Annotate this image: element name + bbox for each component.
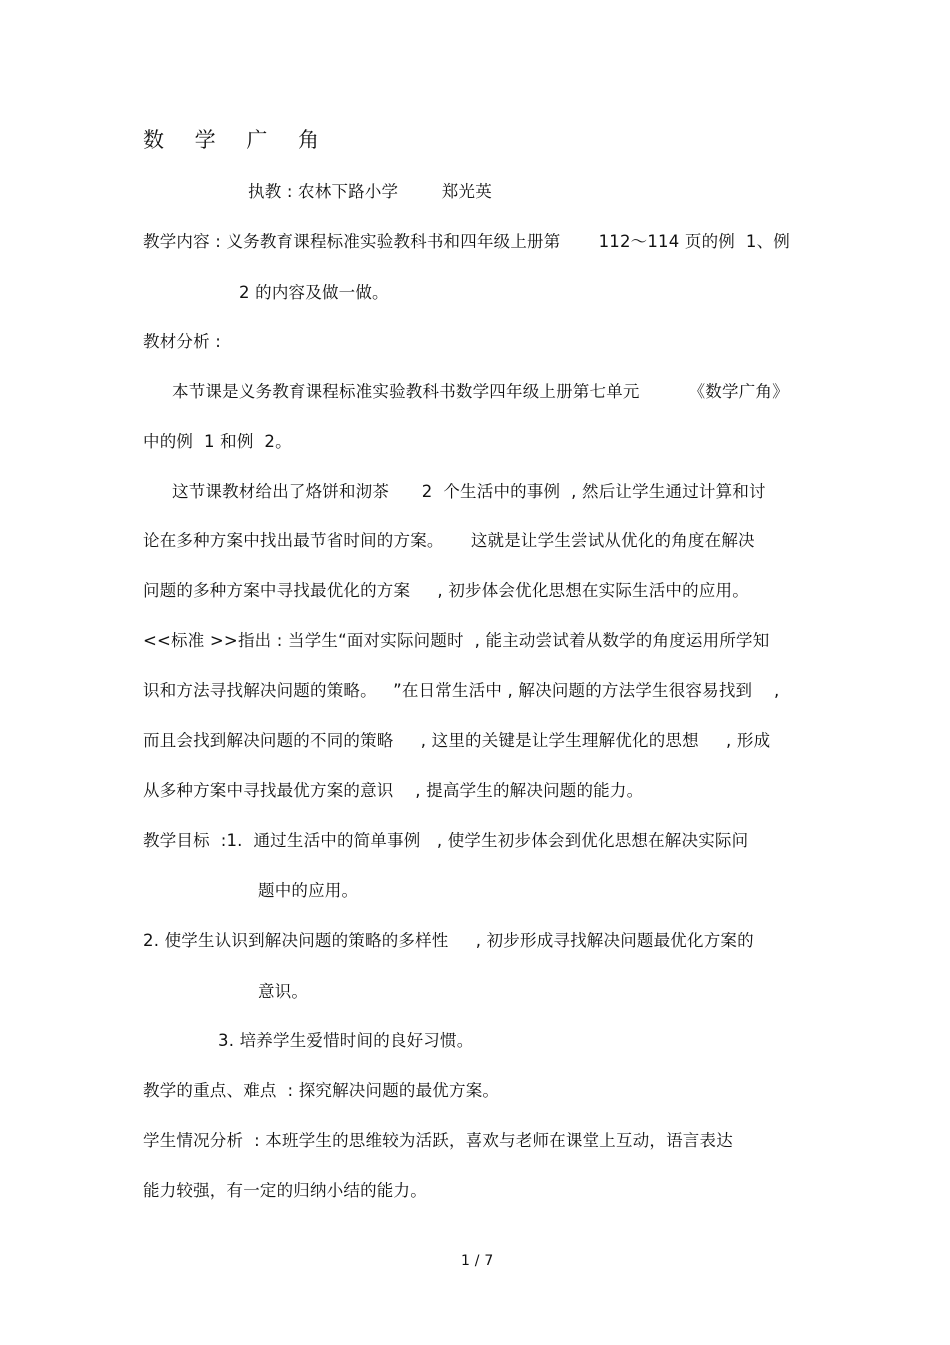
goals-line-1: 教学目标 :1. 通过生活中的简单事例 , 使学生初步体会到优化思想在解决实际问 bbox=[143, 831, 749, 850]
students-line-2: 能力较强，有一定的归纳小结的能力。 bbox=[143, 1181, 427, 1200]
author-line: 执教 : 农林下路小学 郑光英 bbox=[248, 182, 492, 201]
goals-line-5: 3. 培养学生爱惜时间的良好习惯。 bbox=[218, 1031, 474, 1050]
material-line-9: 从多种方案中寻找最优方案的意识 , 提高学生的解决问题的能力。 bbox=[143, 781, 644, 800]
material-line-1: 本节课是义务教育课程标准实验教科书数学四年级上册第七单元 《数学广角》 bbox=[172, 382, 789, 401]
section-heading-material: 教材分析 : bbox=[143, 332, 222, 351]
material-line-7: 识和方法寻找解决问题的策略。 ”在日常生活中 , 解决问题的方法学生很容易找到 , bbox=[143, 681, 780, 700]
content-line-1: 教学内容 : 义务教育课程标准实验教科书和四年级上册第 112～114 页的例 1、例 bbox=[143, 232, 790, 251]
material-line-5: 问题的多种方案中寻找最优化的方案 , 初步体会优化思想在实际生活中的应用。 bbox=[143, 581, 749, 600]
goals-line-3: 2. 使学生认识到解决问题的策略的多样性 , 初步形成寻找解决问题最优化方案的 bbox=[143, 931, 754, 950]
material-line-2: 中的例 1 和例 2。 bbox=[143, 432, 292, 451]
material-line-3: 这节课教材给出了烙饼和沏茶 2 个生活中的事例 , 然后让学生通过计算和讨 bbox=[172, 482, 766, 501]
goals-line-4: 意识。 bbox=[258, 982, 309, 1001]
document-title: 数 学 广 角 bbox=[143, 128, 332, 152]
students-line-1: 学生情况分析 : 本班学生的思维较为活跃，喜欢与老师在课堂上互动，语言表达 bbox=[143, 1131, 733, 1150]
goals-line-2: 题中的应用。 bbox=[258, 881, 359, 900]
material-line-6: <<标准 >>指出 : 当学生“面对实际问题时 , 能主动尝试着从数学的角度运用所学知 bbox=[143, 631, 770, 650]
material-line-4: 论在多种方案中找出最节省时间的方案。 这就是让学生尝试从优化的角度在解决 bbox=[143, 531, 755, 550]
key-points-line: 教学的重点、难点 : 探究解决问题的最优方案。 bbox=[143, 1081, 500, 1100]
page-number: 1 / 7 bbox=[461, 1253, 494, 1269]
content-line-2: 2 的内容及做一做。 bbox=[239, 283, 389, 302]
material-line-8: 而且会找到解决问题的不同的策略 , 这里的关键是让学生理解优化的思想 , 形成 bbox=[143, 731, 771, 750]
